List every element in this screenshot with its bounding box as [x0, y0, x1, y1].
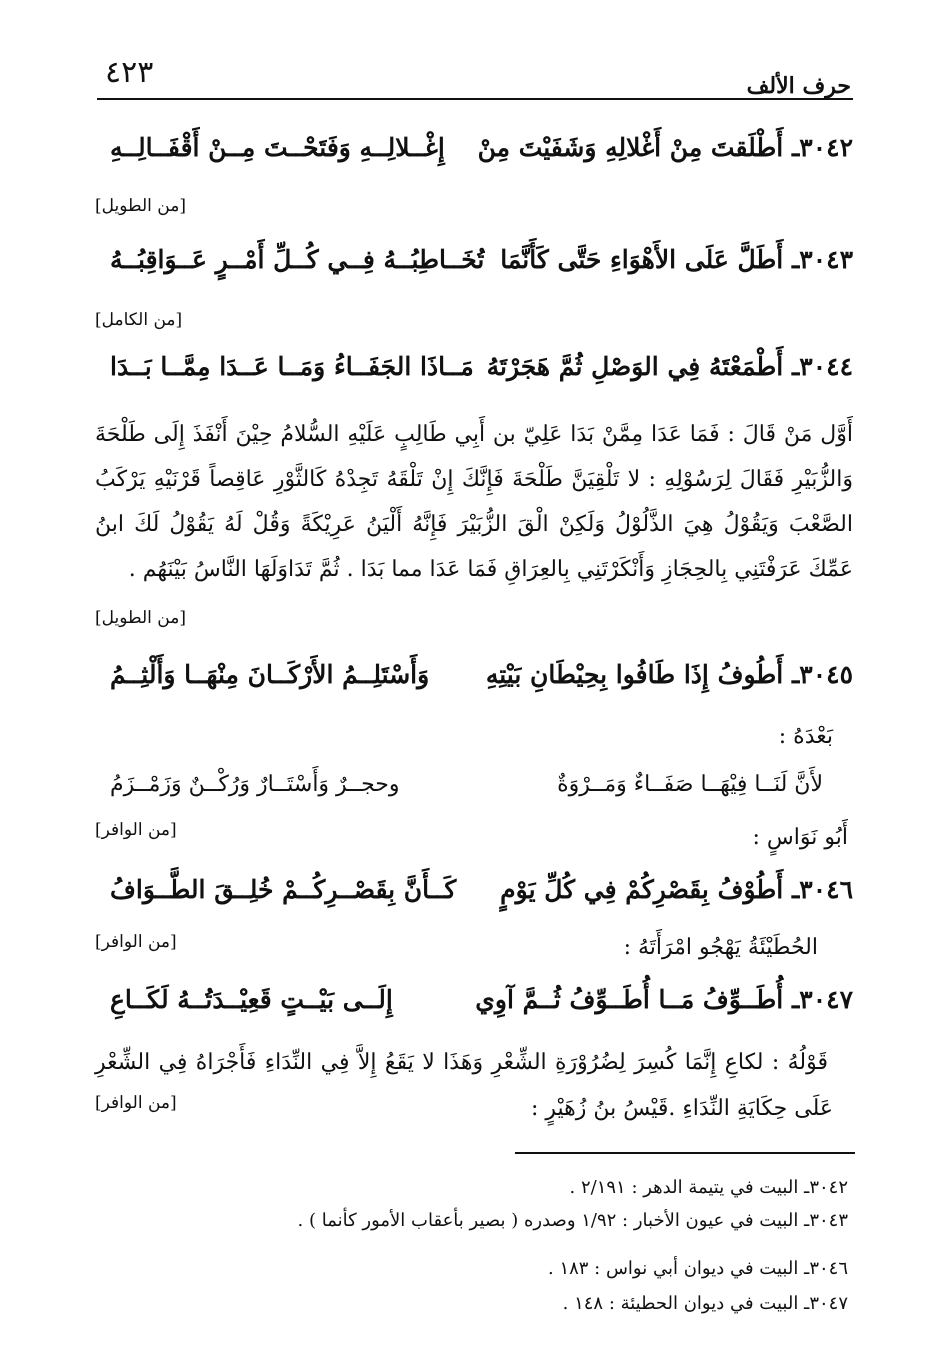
verse-hemistich-second: كَــأَنَّ بِقَصْــرِكُــمْ خُلِــقَ الطَّــوَافُ [110, 875, 457, 904]
header-divider [97, 98, 853, 100]
verse-hemistich-first: لأَنَّ لَنَــا فِيْهَــا صَفَــاءٌ وَمَــرْوَةٌ [557, 772, 823, 797]
verse-3046 [110, 875, 853, 919]
meter-label: [من الطويل] [95, 608, 186, 628]
meter-label: [من الوافر] [95, 932, 177, 952]
verse-hemistich-first: ٣٠٤٢ـ أَطْلَقتَ مِنْ أَغْلالِهِ وَشَفَيْتَ مِنْ [477, 133, 853, 162]
commentary-3044: أَوَّل مَنْ قَالَ : فَمَا عَدَا مِمَّنْ بَدَا عَلِيّ بن أَبِي طَالِبٍ عَلَيْهِ السُّلامُ حِيْنَ أَنْفَذَ إِلَى طَلْحَةَ وَالزُّبَيْرِ فَقَالَ لِرَسُوْلِهِ : لا تَلْقِيَنَّ طَلْحَةَ فَإِنَّكَ إِنْ تَلْقَهُ تَجِدْهُ كَالثَّوْرِ عَاقِصاً قَرْنَيْهِ يَرْكَبُ الصَّعْبَ وَيَقُوْلُ هِيَ الذَّلُوْلُ وَلَكِنْ الْقَ الزُّبَيْرَ فَإِنَّهُ أَلْيَنُ عَرِيْكَةً وَقُلْ لَهُ يَقُوْلُ لَكَ ابنُ عَمِّكَ عَرَفْتَنِي بِالحِجَازِ وَأَنْكَرْتَنِي بِالعِرَاقِ فَمَا عَدَا مما بَدَا . ثُمَّ تَدَاوَلَهَا النَّاسُ بَيْنَهُم . [95, 422, 853, 582]
verse-hemistich-first: ٣٠٤٦ـ أَطُوْفُ بِقَصْرِكُمْ فِي كُلِّ يَوْمٍ [500, 875, 853, 904]
verse-hemistich-first: ٣٠٤٤ـ أَطْمَعْتَهُ فِي الوَصْلِ ثُمَّ هَجَرْتَهُ [486, 352, 853, 381]
verse-hemistich-second: إِلَــى بَيْــتٍ قَعِيْــدَتُــهُ لَكَــاعِ [110, 985, 393, 1014]
verse-3042 [110, 133, 853, 177]
section-title: حرف الألف [746, 73, 851, 99]
meter-label: [من الكامل] [95, 310, 183, 330]
quoted-verse [110, 772, 823, 812]
meter-label: [من الوافر] [95, 1093, 177, 1113]
poet-attribution: أَبُو نَوَاسٍ : [752, 825, 848, 850]
verse-hemistich-second: تُخَــاطِبُــهُ فِــي كُــلِّ أَمْــرٍ عَــوَاقِبُــهُ [110, 245, 485, 274]
verse-hemistich-second: إِغْــلالِــهِ وَفَتَحْــتَ مِــنْ أَقْفَــالِــهِ [110, 133, 445, 162]
commentary-3047-line2: عَلَى حِكَايَةِ النِّدَاءِ .قَيْسُ بنُ زُهَيْرٍ : [530, 1096, 833, 1121]
page-number: ٤٢٣ [105, 55, 154, 90]
footnote: ٣٠٤٣ـ البيت في عيون الأخبار : ١/٩٢ وصدره ( بصير بأعقاب الأمور كأنما ) . [297, 1210, 848, 1231]
poet-attribution: الحُطَيْئَةُ يَهْجُو امْرَأَتَهُ : [623, 935, 818, 960]
meter-label: [من الطويل] [95, 196, 186, 216]
verse-hemistich-first: ٣٠٤٧ـ أُطَــوِّفُ مَــا أُطَــوِّفُ ثُــمَّ آوِي [475, 985, 853, 1014]
verse-3045 [110, 660, 853, 704]
meter-label: [من الوافر] [95, 820, 177, 840]
footnote: ٣٠٤٢ـ البيت في يتيمة الدهر : ٢/١٩١ . [569, 1177, 848, 1198]
following-label: بَعْدَهُ : [778, 724, 833, 749]
verse-hemistich-first: ٣٠٤٣ـ أَطَلَّ عَلَى الأَهْوَاءِ حَتَّى كَأَنَّمَا [500, 245, 853, 274]
verse-3043 [110, 245, 853, 289]
verse-3044 [110, 352, 853, 396]
footnote: ٣٠٤٦ـ البيت في ديوان أبي نواس : ١٨٣ . [547, 1258, 848, 1279]
footnote: ٣٠٤٧ـ البيت في ديوان الحطيئة : ١٤٨ . [562, 1293, 848, 1314]
verse-hemistich-second: وحجــرٌ وَأَسْتَــارٌ وَرُكْــنٌ وَزَمْــزَمُ [110, 772, 400, 797]
verse-hemistich-first: ٣٠٤٥ـ أَطُوفُ إِذَا طَافُوا بِحِيْطَانِ بَيْتِهِ [485, 660, 853, 689]
verse-hemistich-second: مَــاذَا الجَفَــاءُ وَمَــا عَــدَا مِمَّــا بَــدَا [110, 352, 474, 381]
commentary-3047-line1: قَوْلُهُ : لكاعِ إِنَّمَا كُسِرَ لِضُرُوْرَةِ الشِّعْرِ وَهَذَا لا يَقَعُ إِلاَّ فِي النِّدَاءِ فَأَجْرَاهُ فِي الشِّعْرِ [95, 1050, 828, 1075]
verse-hemistich-second: وَأَسْتَلِــمُ الأَرْكَــانَ مِنْهَــا وَأَلْثِــمُ [110, 660, 430, 689]
verse-3047 [110, 985, 853, 1029]
footnote-divider [515, 1152, 855, 1154]
